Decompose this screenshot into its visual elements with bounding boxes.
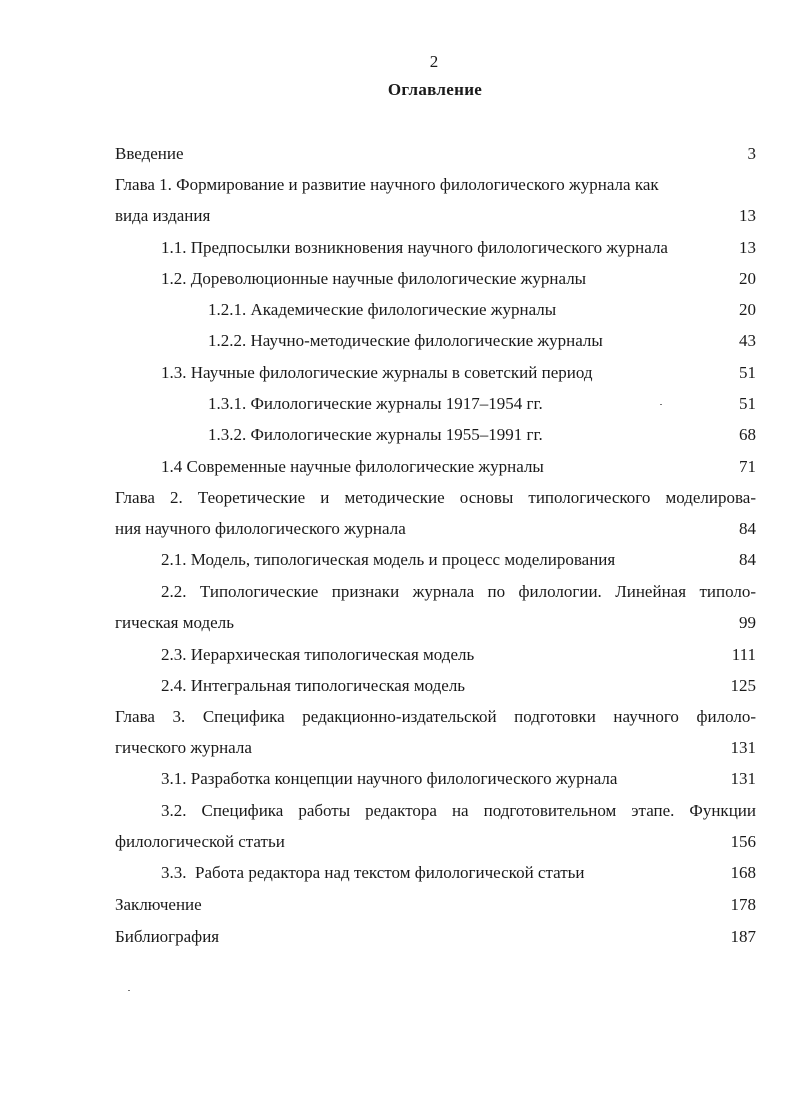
toc-entry-chapter-1[interactable] — [115, 173, 756, 197]
toc-entry-2-1[interactable] — [115, 548, 756, 572]
toc-entry-3-2-cont[interactable] — [115, 830, 756, 854]
toc-entry-text: 1.3. Научные филологические журналы в советский период — [161, 363, 593, 382]
toc-entry-page: 3 — [747, 144, 756, 163]
toc-entry-2-3[interactable] — [115, 643, 756, 667]
toc-entry-text: ния научного филологического журнала — [115, 519, 406, 538]
toc-entry-1-1[interactable] — [115, 236, 756, 260]
toc-entry-page: 131 — [730, 769, 756, 788]
toc-entry-text: Библиография — [115, 927, 220, 946]
toc-entry-2-2[interactable] — [115, 580, 756, 604]
toc-entry-text: гическая модель — [115, 613, 234, 632]
toc-entry-chapter-3[interactable] — [115, 705, 756, 729]
page-title: Оглавление — [387, 80, 483, 99]
toc-entry-3-3[interactable] — [115, 861, 756, 885]
toc-entry-page: 20 — [739, 300, 756, 319]
toc-entry-text: 3.2. Специфика работы редактора на подготовительном этапе. Функции — [161, 801, 756, 820]
toc-entry-page: 71 — [739, 457, 756, 476]
toc-entry-page: 13 — [739, 238, 756, 257]
toc-entry-text: 1.2.1. Академические филологические журналы — [208, 300, 557, 319]
toc-entry-text: 2.1. Модель, типологическая модель и процесс моделирования — [161, 550, 616, 569]
toc-entry-page: 111 — [731, 645, 756, 664]
toc-entry-text: Заключение — [115, 895, 202, 914]
toc-entry-page: 51 — [739, 394, 756, 413]
scan-speck — [128, 990, 130, 991]
toc-entry-2-2-cont[interactable] — [115, 611, 756, 635]
toc-entry-1-3-2[interactable] — [115, 423, 756, 447]
toc-entry-text: филологической статьи — [115, 832, 285, 851]
toc-entry-2-4[interactable] — [115, 674, 756, 698]
toc-entry-text: 2.4. Интегральная типологическая модель — [161, 676, 466, 695]
toc-entry-1-4[interactable] — [115, 455, 756, 479]
toc-entry-text: 1.4 Современные научные филологические журналы — [161, 457, 544, 476]
toc-entry-page: 99 — [739, 613, 756, 632]
toc-entry-page: 125 — [730, 676, 756, 695]
toc-entry-text: Глава 3. Специфика редакционно-издательской подготовки научного филоло- — [115, 707, 756, 726]
toc-entry-bibliography[interactable] — [115, 925, 756, 949]
toc-entry-text: 3.3. Работа редактора над текстом филологической статьи — [161, 863, 585, 882]
toc-entry-page: 51 — [739, 363, 756, 382]
toc-entry-text: Глава 2. Теоретические и методические основы типологического моделирова- — [115, 488, 756, 507]
toc-entry-text: 1.3.1. Филологические журналы 1917–1954 гг. — [208, 394, 543, 413]
toc-entry-text: 1.2. Дореволюционные научные филологические журналы — [161, 269, 587, 288]
toc-entry-text: Глава 1. Формирование и развитие научного филологического журнала как — [115, 175, 659, 194]
toc-entry-page: 156 — [730, 832, 756, 851]
toc-entry-page: 168 — [730, 863, 756, 882]
toc-entry-page: 43 — [739, 331, 756, 350]
toc-entry-chapter-2[interactable] — [115, 486, 756, 510]
toc-entry-1-3[interactable] — [115, 361, 756, 385]
toc-entry-1-2[interactable] — [115, 267, 756, 291]
toc-entry-text: 2.3. Иерархическая типологическая модель — [161, 645, 475, 664]
toc-entry-text: 1.1. Предпосылки возникновения научного филологического журнала — [161, 238, 668, 257]
toc-entry-page: 84 — [739, 550, 756, 569]
toc-entry-text: Введение — [115, 144, 184, 163]
toc-entry-3-2[interactable] — [115, 799, 756, 823]
toc-entry-1-2-2[interactable] — [115, 329, 756, 353]
toc-entry-3-1[interactable] — [115, 767, 756, 791]
toc-entry-chapter-2-cont[interactable] — [115, 517, 756, 541]
toc-entry-page: 187 — [730, 927, 756, 946]
toc-entry-1-2-1[interactable] — [115, 298, 756, 322]
page-number: 2 — [429, 52, 439, 71]
toc-entry-introduction[interactable] — [115, 142, 756, 166]
toc-entry-page: 131 — [730, 738, 756, 757]
toc-entry-text: 1.2.2. Научно-методические филологические журналы — [208, 331, 603, 350]
toc-entry-page: 84 — [739, 519, 756, 538]
toc-entry-page: 68 — [739, 425, 756, 444]
toc-entry-conclusion[interactable] — [115, 893, 756, 917]
toc-entry-page: 20 — [739, 269, 756, 288]
toc-entry-page: 13 — [739, 206, 756, 225]
toc-entry-chapter-3-cont[interactable] — [115, 736, 756, 760]
toc-entry-chapter-1-cont[interactable] — [115, 204, 756, 228]
toc-entry-text: гического журнала — [115, 738, 252, 757]
toc-entry-text: 1.3.2. Филологические журналы 1955–1991 гг. — [208, 425, 543, 444]
toc-entry-text: 3.1. Разработка концепции научного филологического журнала — [161, 769, 618, 788]
toc-entry-text: 2.2. Типологические признаки журнала по филологии. Линейная типоло- — [161, 582, 756, 601]
toc-entry-page: 178 — [730, 895, 756, 914]
toc-entry-text: вида издания — [115, 206, 211, 225]
scan-speck — [660, 404, 662, 405]
